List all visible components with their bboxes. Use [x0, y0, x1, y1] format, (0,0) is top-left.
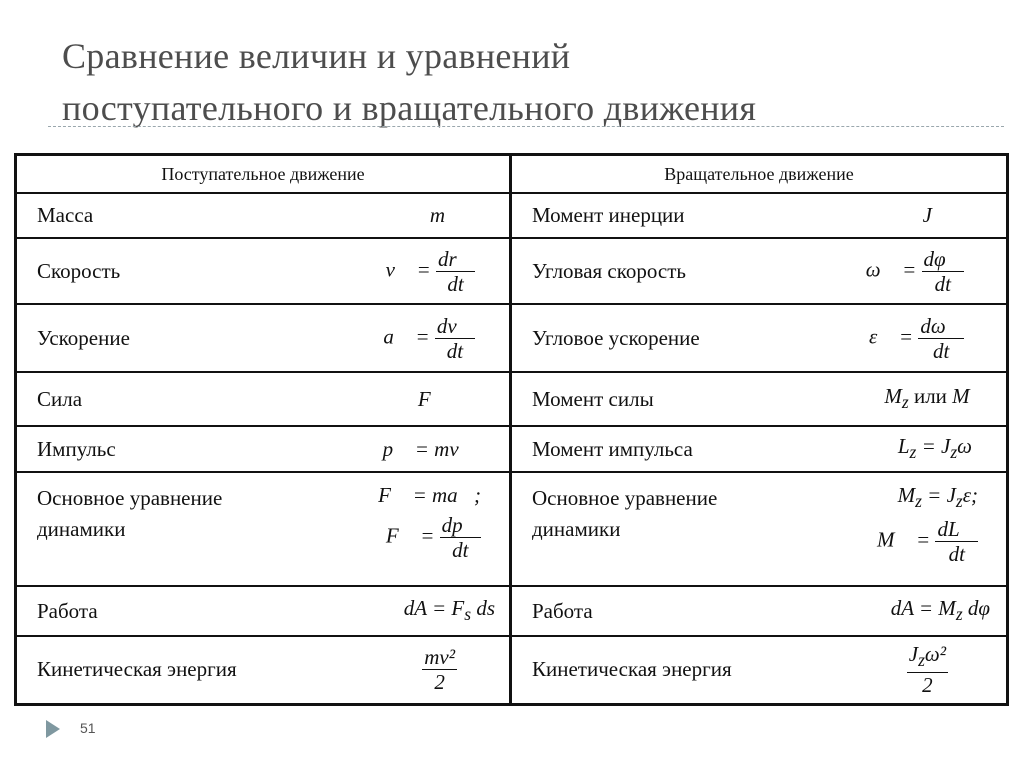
cell-translational	[16, 238, 511, 304]
quantity-label: Момент инерции	[532, 203, 685, 227]
cell-rotational	[511, 426, 1008, 472]
formula: ω⃗ = $\frac{d\varphi⃗}{dt}$	[865, 246, 962, 296]
title-line-1: Сравнение величин и уравнений	[62, 36, 571, 76]
formula: $L_z = J_z\omega$	[897, 434, 972, 463]
formula: m	[429, 203, 445, 227]
triangle-arrow-icon	[46, 720, 60, 738]
table-row	[16, 472, 1008, 586]
cell-rotational	[511, 304, 1008, 372]
quantity-label: Момент импульса	[532, 436, 693, 461]
formula: F⃗	[417, 386, 447, 411]
formula: ε⃗ = $\frac{d\omega⃗}{dt}$	[869, 313, 962, 363]
formula: F⃗ = ma⃗; F⃗ = $\frac{dp⃗}{dt}$	[378, 483, 481, 562]
cell-translational	[16, 472, 511, 586]
formula: dA = $M_z$ dφ	[890, 596, 990, 625]
table-row	[16, 636, 1008, 704]
cell-rotational	[511, 586, 1008, 636]
quantity-label: Основное уравнение динамики	[532, 486, 718, 541]
formula: $\frac{J_z\omega^2}{2}$	[908, 642, 946, 698]
table-row	[16, 586, 1008, 636]
cell-rotational	[511, 193, 1008, 238]
header-rotational: Вращательное движение	[511, 155, 1008, 194]
cell-rotational	[511, 636, 1008, 704]
quantity-label: Скорость	[37, 258, 121, 283]
quantity-label: Угловое ускорение	[532, 325, 700, 350]
cell-rotational	[511, 472, 1008, 586]
table-header-row	[16, 155, 1008, 194]
quantity-label: Момент силы	[532, 386, 654, 411]
formula: dA = $F_s$ ds	[403, 596, 495, 625]
formula: $M_z$ или M⃗	[884, 384, 986, 413]
cell-rotational	[511, 372, 1008, 426]
quantity-label: Ускорение	[37, 325, 130, 350]
table-row	[16, 304, 1008, 372]
title-divider	[48, 126, 1004, 127]
cell-rotational	[511, 238, 1008, 304]
cell-translational	[16, 636, 511, 704]
slide-title	[62, 30, 756, 134]
cell-translational	[16, 586, 511, 636]
formula: v⃗ = $\frac{dr⃗}{dt}$	[385, 246, 473, 296]
quantity-label: Работа	[532, 598, 593, 623]
cell-translational	[16, 193, 511, 238]
table-row	[16, 426, 1008, 472]
title-line-2: поступательного и вращательного движения	[62, 88, 757, 128]
quantity-label: Работа	[37, 598, 98, 623]
quantity-label: Кинетическая энергия	[532, 657, 732, 682]
table-row	[16, 193, 1008, 238]
formula: a⃗ = $\frac{dv⃗}{dt}$	[383, 313, 473, 363]
quantity-label: Импульс	[37, 436, 116, 461]
cell-translational	[16, 426, 511, 472]
quantity-label: Масса	[37, 203, 94, 227]
quantity-label: Угловая скорость	[532, 258, 686, 283]
quantity-label: Основное уравнение динамики	[37, 486, 223, 541]
table-row	[16, 372, 1008, 426]
cell-translational	[16, 372, 511, 426]
slide-number: 51	[80, 720, 96, 736]
formula: J	[922, 203, 932, 227]
quantity-label: Кинетическая энергия	[37, 657, 237, 682]
formula: $\frac{\text{mv²}}{2}$	[424, 645, 455, 695]
cell-translational	[16, 304, 511, 372]
quantity-label: Сила	[37, 386, 83, 411]
table-row	[16, 238, 1008, 304]
header-translational: Поступательное движение	[16, 155, 511, 194]
formula: $M_z = J_z\varepsilon$; M⃗ = $\frac{dL⃗}{dt}$	[876, 483, 978, 567]
formula: p⃗ = mv⃗	[382, 436, 475, 461]
comparison-table	[14, 153, 1009, 706]
